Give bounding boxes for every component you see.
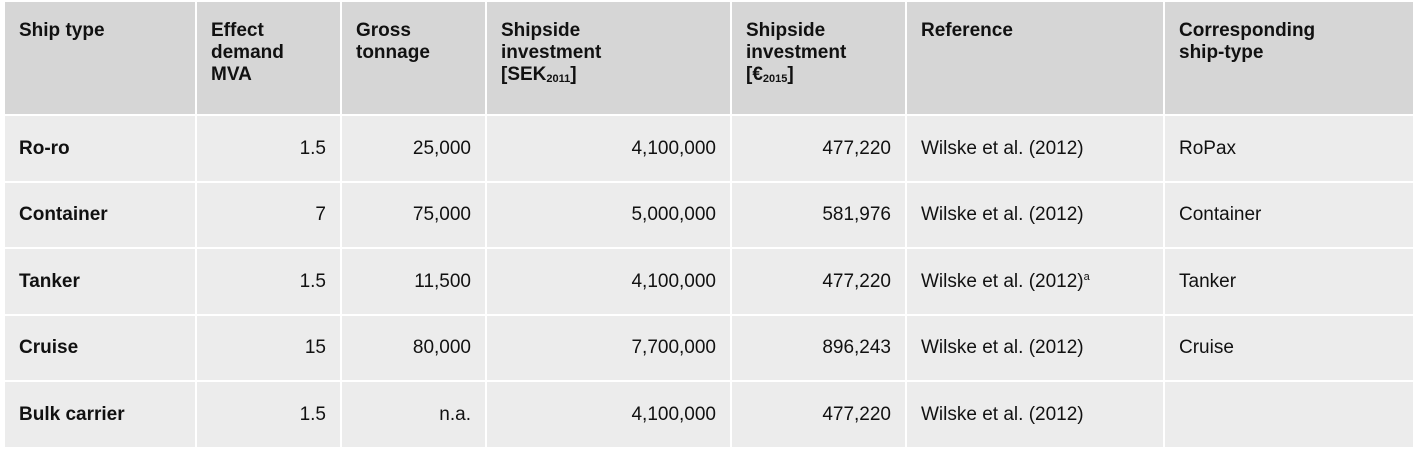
cell-effect-demand: 15 [196, 315, 341, 381]
cell-reference [906, 248, 1164, 315]
cell-corresponding [1164, 381, 1414, 448]
reference-text: Wilske et al. (2012) [921, 270, 1084, 292]
cell-investment-sek: 4,100,000 [486, 248, 731, 315]
cell-corresponding: RoPax [1164, 115, 1414, 182]
header-investment-eur-sub: 2015 [762, 73, 788, 85]
header-investment-eur-close: ] [787, 64, 794, 85]
header-investment-eur-label: Shipside investment [€ [746, 20, 847, 85]
cell-effect-demand: 1.5 [196, 248, 341, 315]
cell-corresponding: Cruise [1164, 315, 1414, 381]
ship-investment-table [3, 0, 1415, 449]
cell-ship-type: Container [4, 182, 196, 248]
cell-investment-sek: 4,100,000 [486, 381, 731, 448]
cell-corresponding: Container [1164, 182, 1414, 248]
cell-gross-tonnage: 11,500 [341, 248, 486, 315]
cell-gross-tonnage: 25,000 [341, 115, 486, 182]
header-ship-type: Ship type [4, 1, 196, 115]
header-investment-sek-label: Shipside investment [SEK [501, 20, 602, 85]
cell-effect-demand: 1.5 [196, 381, 341, 448]
table-row [4, 115, 1414, 182]
table-row [4, 248, 1414, 315]
header-investment-sek-sub: 2011 [546, 73, 571, 85]
cell-ship-type: Tanker [4, 248, 196, 315]
cell-investment-sek: 7,700,000 [486, 315, 731, 381]
cell-investment-sek: 5,000,000 [486, 182, 731, 248]
cell-investment-eur: 477,220 [731, 248, 906, 315]
header-investment-sek [486, 1, 731, 115]
reference-text: Wilske et al. (2012) [921, 204, 1084, 225]
cell-gross-tonnage: n.a. [341, 381, 486, 448]
table-row [4, 182, 1414, 248]
cell-investment-eur: 896,243 [731, 315, 906, 381]
header-gross-tonnage-text: Gross tonnage [356, 20, 430, 63]
header-effect-demand [196, 1, 341, 115]
cell-investment-eur: 477,220 [731, 381, 906, 448]
reference-text: Wilske et al. (2012) [921, 403, 1084, 425]
cell-gross-tonnage: 75,000 [341, 182, 486, 248]
cell-reference [906, 381, 1164, 448]
table-row [4, 315, 1414, 381]
reference-text: Wilske et al. (2012) [921, 337, 1084, 358]
header-investment-eur [731, 1, 906, 115]
cell-reference [906, 115, 1164, 182]
header-corresponding-text: Corresponding ship-type [1179, 20, 1316, 63]
cell-investment-eur: 477,220 [731, 115, 906, 182]
header-row [4, 1, 1414, 115]
cell-investment-eur: 581,976 [731, 182, 906, 248]
header-gross-tonnage [341, 1, 486, 115]
cell-ship-type: Ro-ro [4, 115, 196, 182]
header-effect-demand-text: Effect demand MVA [211, 20, 284, 85]
header-investment-sek-close: ] [570, 64, 577, 85]
cell-ship-type: Cruise [4, 315, 196, 381]
cell-gross-tonnage: 80,000 [341, 315, 486, 381]
reference-note: a [1083, 270, 1090, 283]
cell-reference [906, 315, 1164, 381]
cell-ship-type: Bulk carrier [4, 381, 196, 448]
cell-reference [906, 182, 1164, 248]
table-row [4, 381, 1414, 448]
header-reference: Reference [906, 1, 1164, 115]
reference-text: Wilske et al. (2012) [921, 137, 1084, 159]
header-corresponding [1164, 1, 1414, 115]
cell-effect-demand: 1.5 [196, 115, 341, 182]
cell-corresponding: Tanker [1164, 248, 1414, 315]
cell-investment-sek: 4,100,000 [486, 115, 731, 182]
cell-effect-demand: 7 [196, 182, 341, 248]
